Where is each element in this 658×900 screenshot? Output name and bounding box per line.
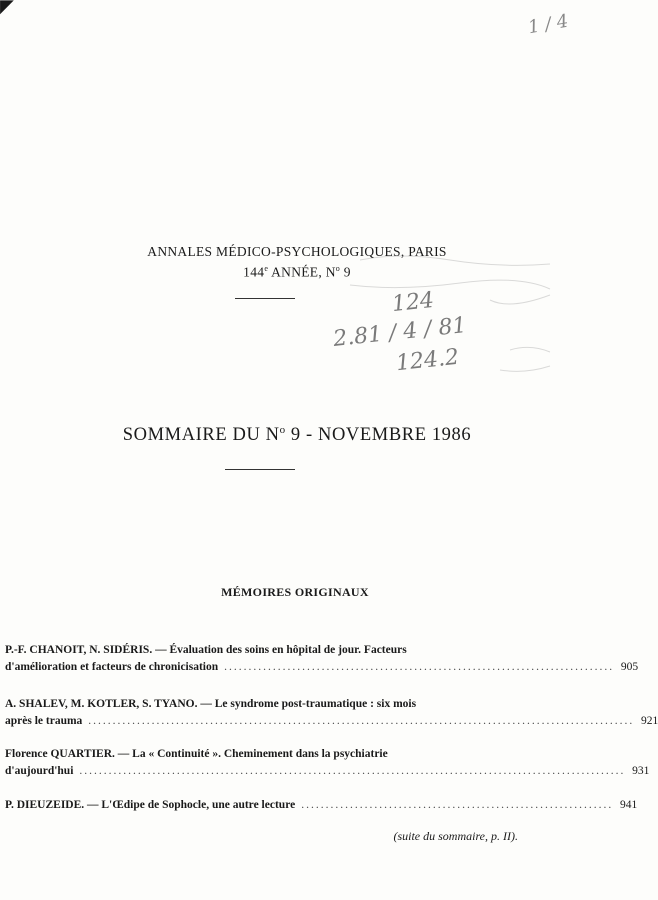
- summary-divider: [225, 469, 295, 470]
- toc-entry[interactable]: [5, 642, 639, 676]
- toc-entry-title: P. DIEUZEIDE. — L'Œdipe de Sophocle, une autre lecture: [5, 799, 296, 811]
- continuation-note: (suite du sommaire, p. II).: [393, 829, 518, 843]
- corner-mark: ◤: [0, 0, 14, 17]
- toc-entry-title-cont: d'aujourd'hui: [5, 765, 74, 777]
- toc-entry[interactable]: [5, 797, 638, 814]
- section-title: MÉMOIRES ORIGINAUX: [221, 585, 369, 599]
- toc-leader-dots: ................................................................: [301, 799, 614, 811]
- toc-entry-title: A. SHALEV, M. KOTLER, S. TYANO. — Le syndrome post-traumatique : six mois: [5, 698, 417, 710]
- summary-title: SOMMAIRE DU $N^o$ 9 - NOVEMBRE 1986: [122, 424, 472, 446]
- handwritten-note-1: 124: [390, 287, 436, 318]
- toc-entry-title-cont: d'amélioration et facteurs de chronicisation: [5, 661, 219, 673]
- handwritten-note-2: 2.81 / 4 / 81: [332, 313, 468, 352]
- journal-issue: 144e ANNÉE, $N^o$ 9: [243, 264, 351, 280]
- toc-page-number: 921: [641, 715, 658, 727]
- toc-page-number: 905: [620, 661, 639, 673]
- stamp-smudge: [340, 240, 560, 390]
- toc-entry[interactable]: [5, 696, 658, 730]
- journal-title: ANNALES MÉDICO-PSYCHOLOGIQUES, PARIS: [147, 244, 447, 259]
- toc-entry-title: P.-F. CHANOIT, N. SIDÉRIS. — Évaluation des soins en hôpital de jour. Facteurs: [5, 644, 407, 656]
- toc-entry-title: Florence QUARTIER. — La « Continuité ». Cheminement dans la psychiatrie: [5, 748, 388, 760]
- toc-leader-dots: ................................................................................................................: [88, 715, 635, 727]
- toc-page-number: 931: [632, 765, 650, 777]
- toc-page-number: 941: [619, 799, 638, 811]
- toc-entry[interactable]: [5, 746, 650, 780]
- handwritten-corner-note: 1 / 4: [526, 10, 570, 39]
- handwritten-note-3: 124.2: [394, 344, 461, 377]
- toc-entry-title-cont: après le trauma: [5, 715, 83, 727]
- toc-leader-dots: ................................................................................................................: [79, 765, 626, 777]
- toc-leader-dots: ................................................................................: [224, 661, 615, 673]
- header-divider: [235, 298, 295, 299]
